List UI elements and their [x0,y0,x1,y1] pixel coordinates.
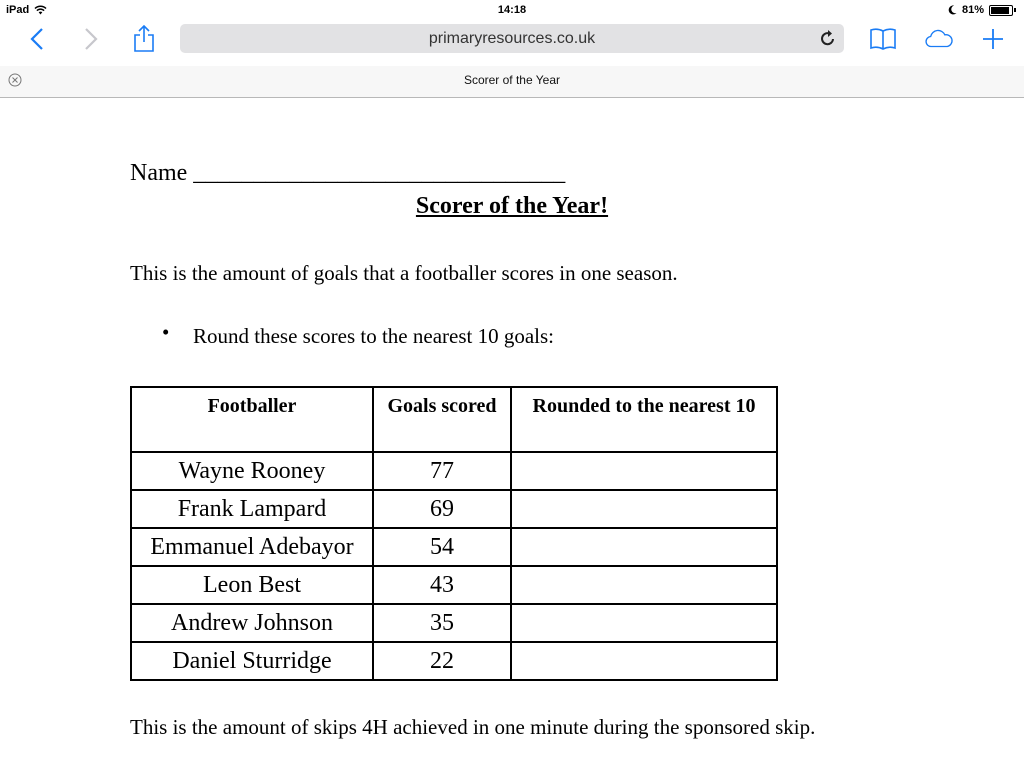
goals-value: 22 [373,642,511,680]
footballer-name: Andrew Johnson [131,604,373,642]
goals-value: 54 [373,528,511,566]
status-bar [0,0,1024,20]
rounded-answer-cell [511,452,777,490]
table-row [131,490,777,528]
goals-value: 77 [373,452,511,490]
plus-icon [981,27,1005,51]
reload-button[interactable] [820,29,836,52]
book-icon [869,27,897,51]
footballer-name: Leon Best [131,566,373,604]
icloud-tabs-button[interactable] [924,24,954,54]
status-right [948,4,1016,16]
header-footballer: Footballer [131,387,373,452]
goals-value: 69 [373,490,511,528]
rounded-answer-cell [511,604,777,642]
intro-text: This is the amount of goals that a footballer scores in one season. [130,261,678,285]
page-content [0,98,1024,768]
url-text: primaryresources.co.uk [428,30,596,47]
back-button[interactable] [22,24,52,54]
table-row [131,566,777,604]
instruction-text: Round these scores to the nearest 10 goals: [193,324,554,348]
battery-icon [989,5,1013,16]
footballer-name: Wayne Rooney [131,452,373,490]
header-rounded: Rounded to the nearest 10 [511,387,777,452]
bullet-icon: • [162,320,170,344]
goals-value: 35 [373,604,511,642]
address-bar[interactable] [180,24,844,53]
name-field-label: Name _______________________________ [130,160,566,186]
tab-bar [0,66,1024,98]
chevron-left-icon [30,28,44,50]
share-button[interactable] [129,24,159,54]
table-row [131,642,777,680]
page-title: Scorer of the Year! [415,193,609,219]
table-header-row [131,387,777,452]
rounded-answer-cell [511,566,777,604]
table-row [131,452,777,490]
rounded-answer-cell [511,490,777,528]
rounded-answer-cell [511,528,777,566]
new-tab-button[interactable] [978,24,1008,54]
skips-text: This is the amount of skips 4H achieved in one minute during the sponsored skip. [130,715,816,739]
reload-icon [820,29,836,47]
table-row [131,604,777,642]
status-time: 14:18 [497,4,527,16]
footballer-name: Frank Lampard [131,490,373,528]
battery-percent: 81% [961,4,984,16]
bookmarks-button[interactable] [868,24,898,54]
moon-icon [948,5,957,15]
device-label: iPad [6,4,30,16]
table-row [131,528,777,566]
scores-table [130,386,778,681]
chevron-right-icon [84,28,98,50]
footballer-name: Daniel Sturridge [131,642,373,680]
rounded-answer-cell [511,642,777,680]
goals-value: 43 [373,566,511,604]
footballer-name: Emmanuel Adebayor [131,528,373,566]
share-icon [133,25,155,53]
cloud-icon [924,28,954,50]
header-goals: Goals scored [373,387,511,452]
tab-title[interactable]: Scorer of the Year [463,73,561,87]
forward-button[interactable] [76,24,106,54]
